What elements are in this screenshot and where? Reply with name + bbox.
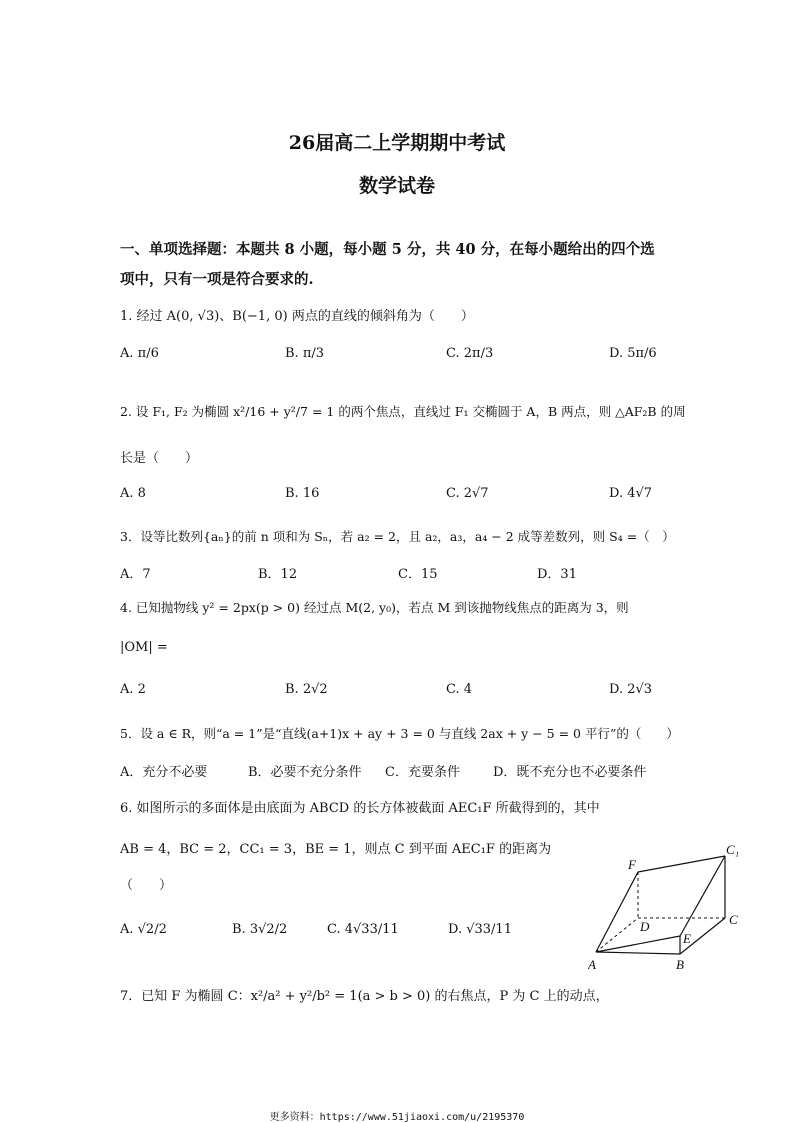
- question-3-option-b: B．12: [258, 567, 298, 582]
- question-2-stem-line2: 长是（ ）: [120, 451, 199, 466]
- question-3-option-d: D．31: [537, 567, 577, 582]
- question-5-option-d: D．既不充分也不必要条件: [493, 765, 647, 780]
- question-2-option-a: A. 8: [120, 486, 146, 501]
- edge-af: [596, 872, 638, 952]
- figure-label-c1: C₁: [726, 842, 740, 857]
- question-3-option-a: A．7: [120, 567, 151, 582]
- question-4-option-d: D. 2√3: [609, 682, 653, 697]
- figure-label-d: D: [640, 919, 650, 934]
- edge-fc1: [638, 856, 725, 872]
- edge-ad-hidden: [596, 918, 638, 952]
- question-4-option-b: B. 2√2: [285, 682, 328, 697]
- figure-label-a: A: [588, 957, 596, 972]
- figure-label-e: E: [683, 931, 691, 946]
- spacer: [638, 856, 700, 872]
- question-6-option-c: C. 4√33/11: [327, 922, 399, 937]
- page-subtitle: 数学试卷: [358, 175, 435, 197]
- question-2-option-c: C. 2√7: [446, 486, 489, 501]
- question-1-stem: 1. 经过 A(0, √3)、B(−1, 0) 两点的直线的倾斜角为（ ）: [120, 309, 474, 324]
- question-1-option-b: B. π/3: [285, 346, 325, 361]
- question-7-stem: 7．已知 F 为椭圆 C：x²/a² + y²/b² = 1(a > b > 0) 的右焦点，P 为 C 上的动点，: [120, 989, 609, 1004]
- question-4-option-a: A. 2: [120, 682, 146, 697]
- edge-ab: [596, 952, 680, 954]
- question-1-option-d: D. 5π/6: [609, 346, 657, 361]
- question-3-option-c: C．15: [398, 567, 438, 582]
- polyhedron-figure: [588, 842, 748, 972]
- question-4-stem-line1: 4. 已知抛物线 y² = 2px(p > 0) 经过点 M(2, y₀)，若点 M 到该抛物线焦点的距离为 3，则: [120, 600, 629, 615]
- question-4-option-c: C. 4: [446, 682, 473, 697]
- question-5-option-c: C．充要条件: [385, 765, 460, 780]
- footer-link[interactable]: 更多资料：https://www.51jiaoxi.com/u/2195370: [269, 1112, 525, 1123]
- page-title: 26届高二上学期期中考试: [288, 132, 506, 154]
- question-5-option-b: B．必要不充分条件: [248, 765, 362, 780]
- figure-label-c: C: [729, 912, 738, 927]
- section-heading-line1: 一、单项选择题：本题共 8 小题，每小题 5 分，共 40 分，在每小题给出的四个选: [120, 241, 655, 258]
- question-6-stem-line2: AB = 4，BC = 2，CC₁ = 3，BE = 1，则点 C 到平面 AEC₁F 的距离为: [120, 842, 552, 857]
- question-6-option-d: D. √33/11: [448, 922, 512, 937]
- question-1-option-a: A. π/6: [120, 346, 159, 361]
- figure-label-b: B: [676, 957, 684, 972]
- question-5-option-a: A．充分不必要: [120, 765, 208, 780]
- edge-ae: [596, 936, 680, 952]
- question-4-stem-line2: |OM| =: [120, 640, 168, 655]
- question-6-option-a: A. √2/2: [120, 922, 167, 937]
- question-2-stem-line1: 2. 设 F₁, F₂ 为椭圆 x²/16 + y²/7 = 1 的两个焦点，直线过 F₁ 交椭圆于 A，B 两点，则 △AF₂B 的周: [120, 404, 686, 419]
- figure-label-f: F: [628, 857, 636, 872]
- section-heading-line2: 项中，只有一项是符合要求的.: [120, 271, 314, 288]
- question-6-stem-line3: （ ）: [120, 878, 173, 893]
- question-3-stem: 3．设等比数列{aₙ}的前 n 项和为 Sₙ，若 a₂ = 2，且 a₂，a₃，a₄ − 2 成等差数列，则 S₄ =（ ）: [120, 529, 675, 544]
- question-6-option-b: B. 3√2/2: [232, 922, 288, 937]
- question-1-option-c: C. 2π/3: [446, 346, 494, 361]
- question-6-stem-line1: 6. 如图所示的多面体是由底面为 ABCD 的长方体被截面 AEC₁F 所截得到的，其中: [120, 801, 600, 816]
- question-5-stem: 5．设 a ∈ R，则“a = 1”是“直线(a+1)x + ay + 3 = 0 与直线 2ax + y − 5 = 0 平行”的（ ）: [120, 726, 679, 741]
- question-2-option-b: B. 16: [285, 486, 320, 501]
- question-2-option-d: D. 4√7: [609, 486, 653, 501]
